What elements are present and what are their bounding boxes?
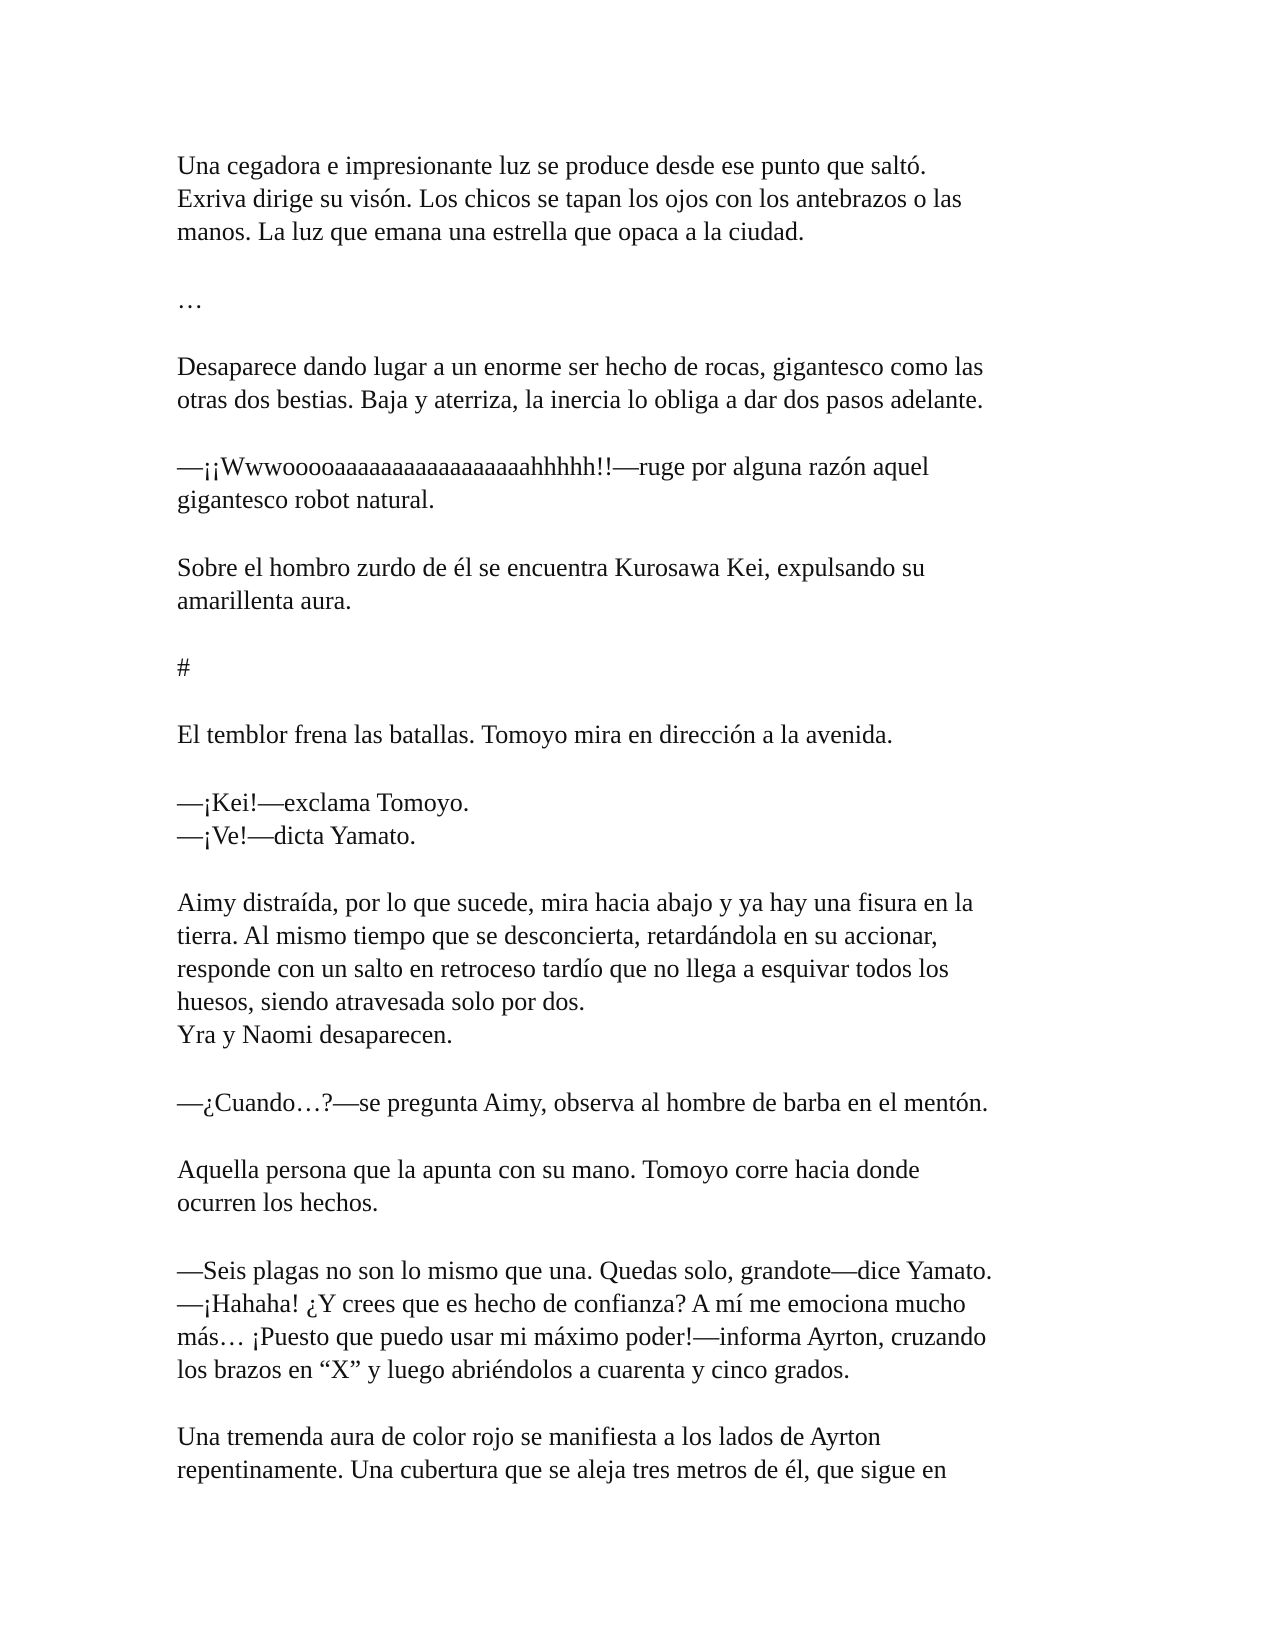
text-line: Desaparece dando lugar a un enorme ser hecho de rocas, gigantesco como las <box>177 352 984 381</box>
ellipsis-separator: … <box>177 285 203 314</box>
dialogue-line: —Seis plagas no son lo mismo que una. Quedas solo, grandote—dice Yamato. <box>177 1256 993 1285</box>
text-line: amarillenta aura. <box>177 586 352 615</box>
dialogue-line: —¡Ve!—dicta Yamato. <box>177 821 417 850</box>
dialogue-line: más… ¡Puesto que puedo usar mi máximo poder!—informa Ayrton, cruzando <box>177 1322 987 1351</box>
dialogue-line: —¡Kei!—exclama Tomoyo. <box>177 788 470 817</box>
text-line: Sobre el hombro zurdo de él se encuentra Kurosawa Kei, expulsando su <box>177 553 925 582</box>
text-line: Exriva dirige su visón. Los chicos se tapan los ojos con los antebrazos o las <box>177 184 962 213</box>
text-line: Aimy distraída, por lo que sucede, mira hacia abajo y ya hay una fisura en la <box>177 888 974 917</box>
text-line: otras dos bestias. Baja y aterriza, la inercia lo obliga a dar dos pasos adelante. <box>177 385 984 414</box>
dialogue-line: —¿Cuando…?—se pregunta Aimy, observa al hombre de barba en el mentón. <box>177 1088 989 1117</box>
text-line: huesos, siendo atravesada solo por dos. <box>177 987 585 1016</box>
text-line: manos. La luz que emana una estrella que opaca a la ciudad. <box>177 217 805 246</box>
text-line: ocurren los hechos. <box>177 1188 379 1217</box>
dialogue-line: —¡Hahaha! ¿Y crees que es hecho de confianza? A mí me emociona mucho <box>177 1289 966 1318</box>
text-line: responde con un salto en retroceso tardío que no llega a esquivar todos los <box>177 954 949 983</box>
dialogue-line: —¡¡Wwwooooaaaaaaaaaaaaaaaaahhhhh!!—ruge por alguna razón aquel <box>177 452 930 481</box>
text-line: Aquella persona que la apunta con su mano. Tomoyo corre hacia donde <box>177 1155 920 1184</box>
scene-break: # <box>177 653 190 682</box>
text-line: tierra. Al mismo tiempo que se desconcierta, retardándola en su accionar, <box>177 921 938 950</box>
text-line: Yra y Naomi desaparecen. <box>177 1020 453 1049</box>
text-line: repentinamente. Una cubertura que se aleja tres metros de él, que sigue en <box>177 1455 947 1484</box>
text-line: Una cegadora e impresionante luz se produce desde ese punto que saltó. <box>177 151 927 180</box>
text-line: gigantesco robot natural. <box>177 485 435 514</box>
text-line: Una tremenda aura de color rojo se manifiesta a los lados de Ayrton <box>177 1422 881 1451</box>
text-line: El temblor frena las batallas. Tomoyo mira en dirección a la avenida. <box>177 720 894 749</box>
dialogue-line: los brazos en “X” y luego abriéndolos a cuarenta y cinco grados. <box>177 1355 850 1384</box>
